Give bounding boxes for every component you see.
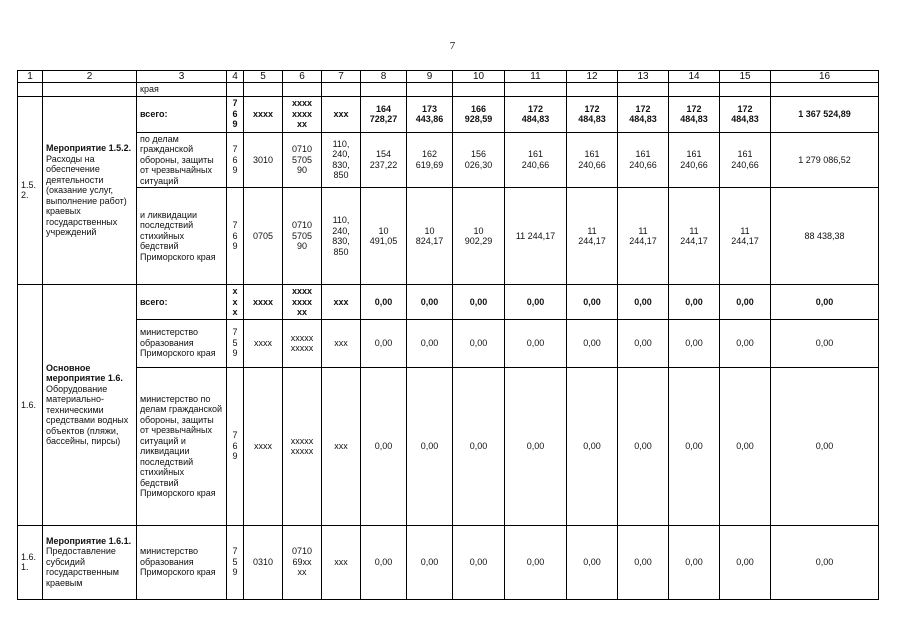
item-text: Расходы на обеспечение деятельности (оказание услуг, выполнение работ) краевых государственных учреждений <box>46 153 127 237</box>
header-cell: 3 <box>137 71 227 83</box>
value-cell: 0,00 <box>505 525 567 599</box>
value-cell: 0,00 <box>505 367 567 525</box>
value-cell: 0,00 <box>567 285 618 320</box>
value-cell: 0,00 <box>505 319 567 367</box>
value-cell: 162 619,69 <box>407 132 453 188</box>
grbs-code: 7 6 9 <box>227 367 244 525</box>
rzpr-code: хххх <box>244 319 283 367</box>
total-cell: 88 438,38 <box>771 188 879 285</box>
grbs-code: 7 5 9 <box>227 525 244 599</box>
header-row <box>18 71 879 83</box>
value-cell: 0,00 <box>567 525 618 599</box>
grbs-code: 7 6 9 <box>227 188 244 285</box>
value-cell: 156 026,30 <box>453 132 505 188</box>
grbs-code: 7 5 9 <box>227 319 244 367</box>
item-number: 1.6. <box>18 285 43 526</box>
value-cell: 161 240,66 <box>618 132 669 188</box>
item-number: 1.6. 1. <box>18 525 43 599</box>
header-cell: 10 <box>453 71 505 83</box>
value-cell: 0,00 <box>453 367 505 525</box>
value-cell: 172 484,83 <box>567 96 618 132</box>
value-cell: 0,00 <box>618 525 669 599</box>
value-cell: 10 902,29 <box>453 188 505 285</box>
header-cell: 2 <box>43 71 137 83</box>
vr-code: 110, 240, 830, 850 <box>322 132 361 188</box>
table-row <box>18 285 879 320</box>
value-cell: 11 244,17 <box>720 188 771 285</box>
csr-code: 0710 69хх хх <box>283 525 322 599</box>
responsible-cell: по делам гражданской обороны, защиты от чрезвычайных ситуаций <box>137 132 227 188</box>
total-cell: 0,00 <box>771 367 879 525</box>
csr-code: ххххх ххххх <box>283 319 322 367</box>
header-cell: 12 <box>567 71 618 83</box>
value-cell: 10 491,05 <box>361 188 407 285</box>
responsible-cell: края <box>137 83 227 97</box>
item-text: Оборудование материально-техническими средствами водных объектов (пляжи, бассейны, пирсы) <box>46 383 129 447</box>
rzpr-code: 3010 <box>244 132 283 188</box>
value-cell: 161 240,66 <box>669 132 720 188</box>
header-cell: 15 <box>720 71 771 83</box>
value-cell: 11 244,17 <box>567 188 618 285</box>
table-row <box>18 319 879 367</box>
value-cell: 0,00 <box>361 367 407 525</box>
value-cell: 11 244,17 <box>669 188 720 285</box>
grbs-code: х х х <box>227 285 244 320</box>
value-cell: 11 244,17 <box>618 188 669 285</box>
header-cell: 16 <box>771 71 879 83</box>
vr-code: ххх <box>322 319 361 367</box>
grbs-code: 7 6 9 <box>227 132 244 188</box>
value-cell: 0,00 <box>361 319 407 367</box>
value-cell: 11 244,17 <box>505 188 567 285</box>
value-cell: 161 240,66 <box>505 132 567 188</box>
vr-code: ххх <box>322 525 361 599</box>
value-cell: 10 824,17 <box>407 188 453 285</box>
value-cell: 0,00 <box>407 525 453 599</box>
responsible-cell: министерство образования Приморского края <box>137 319 227 367</box>
vr-code: ххх <box>322 285 361 320</box>
value-cell: 172 484,83 <box>505 96 567 132</box>
table-row <box>18 132 879 188</box>
value-cell: 0,00 <box>618 285 669 320</box>
value-cell: 172 484,83 <box>618 96 669 132</box>
rzpr-code: хххх <box>244 96 283 132</box>
total-cell: 1 279 086,52 <box>771 132 879 188</box>
table-row <box>18 83 879 97</box>
value-cell: 164 728,27 <box>361 96 407 132</box>
value-cell: 166 928,59 <box>453 96 505 132</box>
value-cell: 0,00 <box>407 285 453 320</box>
total-cell: 0,00 <box>771 319 879 367</box>
total-cell: 0,00 <box>771 525 879 599</box>
grbs-code: 7 6 9 <box>227 96 244 132</box>
rzpr-code: хххх <box>244 367 283 525</box>
table-row <box>18 96 879 132</box>
value-cell: 0,00 <box>720 367 771 525</box>
value-cell: 0,00 <box>618 319 669 367</box>
total-cell: 0,00 <box>771 285 879 320</box>
item-text: Предоставление субсидий государственным краевым <box>46 546 119 588</box>
responsible-cell: и ликвидации последствий стихийных бедствий Приморского края <box>137 188 227 285</box>
responsible-cell: всего: <box>137 96 227 132</box>
value-cell: 0,00 <box>669 367 720 525</box>
item-title: Основное мероприятие 1.6. <box>46 362 123 384</box>
value-cell: 0,00 <box>669 525 720 599</box>
responsible-cell: министерство по делам гражданской обороны, защиты от чрезвычайных ситуаций и ликвидации последствий стихийных бедствий Приморского края <box>137 367 227 525</box>
table-row <box>18 188 879 285</box>
header-cell: 13 <box>618 71 669 83</box>
item-title: Мероприятие 1.6.1. <box>46 535 132 546</box>
header-cell: 5 <box>244 71 283 83</box>
item-title: Мероприятие 1.5.2. <box>46 143 132 153</box>
value-cell: 0,00 <box>720 285 771 320</box>
value-cell: 0,00 <box>407 367 453 525</box>
csr-code: ххххх ххххх <box>283 367 322 525</box>
vr-code: ххх <box>322 367 361 525</box>
total-cell: 1 367 524,89 <box>771 96 879 132</box>
item-description <box>43 96 137 285</box>
item-description <box>43 285 137 526</box>
csr-code: 0710 5705 90 <box>283 132 322 188</box>
value-cell: 0,00 <box>669 319 720 367</box>
item-number: 1.5. 2. <box>18 96 43 285</box>
header-cell: 4 <box>227 71 244 83</box>
value-cell: 0,00 <box>720 319 771 367</box>
page-number: 7 <box>449 40 456 52</box>
header-cell: 9 <box>407 71 453 83</box>
responsible-cell: министерство образования Приморского края <box>137 525 227 599</box>
vr-code: ххх <box>322 96 361 132</box>
value-cell: 0,00 <box>407 319 453 367</box>
value-cell: 154 237,22 <box>361 132 407 188</box>
value-cell: 161 240,66 <box>567 132 618 188</box>
item-description <box>43 525 137 599</box>
value-cell: 161 240,66 <box>720 132 771 188</box>
csr-code: хххх хххх хх <box>283 96 322 132</box>
budget-table <box>17 70 879 600</box>
header-cell: 14 <box>669 71 720 83</box>
header-cell: 7 <box>322 71 361 83</box>
value-cell: 0,00 <box>567 367 618 525</box>
rzpr-code: хххх <box>244 285 283 320</box>
vr-code: 110, 240, 830, 850 <box>322 188 361 285</box>
value-cell: 0,00 <box>361 285 407 320</box>
header-cell: 6 <box>283 71 322 83</box>
value-cell: 173 443,86 <box>407 96 453 132</box>
value-cell: 0,00 <box>669 285 720 320</box>
value-cell: 0,00 <box>505 285 567 320</box>
value-cell: 0,00 <box>453 525 505 599</box>
header-cell: 8 <box>361 71 407 83</box>
value-cell: 0,00 <box>453 319 505 367</box>
value-cell: 0,00 <box>618 367 669 525</box>
rzpr-code: 0310 <box>244 525 283 599</box>
rzpr-code: 0705 <box>244 188 283 285</box>
value-cell: 172 484,83 <box>720 96 771 132</box>
table-row <box>18 367 879 525</box>
responsible-cell: всего: <box>137 285 227 320</box>
value-cell: 172 484,83 <box>669 96 720 132</box>
header-cell: 1 <box>18 71 43 83</box>
csr-code: хххх хххх хх <box>283 285 322 320</box>
table-row <box>18 525 879 599</box>
value-cell: 0,00 <box>567 319 618 367</box>
csr-code: 0710 5705 90 <box>283 188 322 285</box>
header-cell: 11 <box>505 71 567 83</box>
value-cell: 0,00 <box>361 525 407 599</box>
value-cell: 0,00 <box>720 525 771 599</box>
value-cell: 0,00 <box>453 285 505 320</box>
